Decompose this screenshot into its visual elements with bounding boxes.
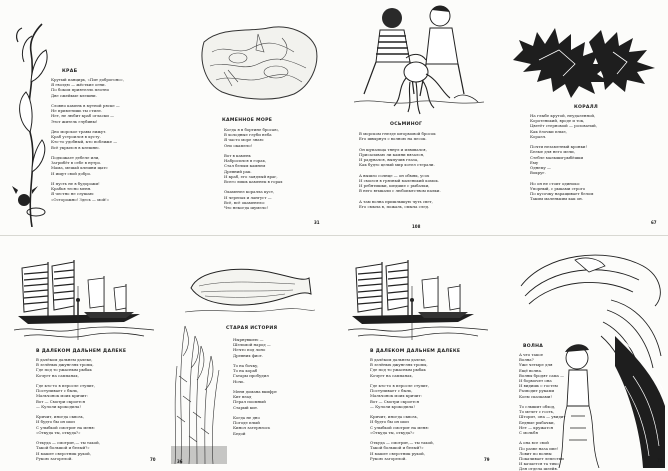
verse-line: Ловит по волны (519, 450, 552, 456)
book-page-stone-sea (167, 0, 334, 235)
verse-line: Нет, не любит краб огласки — (51, 113, 114, 119)
verse-line: По боком приятелль плотно (51, 87, 110, 93)
poem-text (233, 337, 277, 436)
verse-line: «Осторожно! Здесь — мой!» (51, 196, 110, 202)
verse-line: — Кулоли крокодила! (370, 403, 415, 409)
verse-line: Рукою загорелой. (370, 455, 407, 461)
book-page-coral (501, 0, 668, 235)
verse-line: Кто-то удобный, кто поближе — (51, 139, 118, 145)
verse-line: Когда я в бортине бросаю, (224, 127, 279, 132)
verse-line: Где под то ужасным рыбак (370, 367, 426, 373)
page-number: 79 (484, 457, 490, 462)
verse-line: И машет сверстник рукой, (370, 450, 426, 456)
verse-line: В морском гнезде штормовой бросок (359, 131, 436, 136)
verse-line: Старый кит. (233, 404, 259, 410)
verse-line: Но он не стоит одиноко: (530, 180, 581, 186)
verse-line: И краб, его заядлый враг, (224, 173, 278, 179)
verse-line: Шторит, она — увидит (519, 414, 566, 420)
verse-line: С улыбкой смотрит на меня: (370, 424, 430, 430)
poem-title: В ДАЛЕКОМ ДАЛЬНЕМ ДАЛЕКЕ (370, 349, 461, 354)
verse-line: Кричит, иногда сквозь, (370, 414, 419, 420)
poem-text (530, 113, 597, 201)
verse-line: Кит влад (233, 394, 252, 400)
verse-line: В далёком дальнем далеке, (370, 357, 427, 362)
verse-line: Разводит руками (519, 388, 555, 394)
verse-line: Цветёт стерномой — розоватый, (530, 123, 598, 129)
verse-line: По кусочку наращивает белом (530, 191, 594, 197)
page-number: 36 (177, 459, 183, 464)
verse-line: Вокруг. (530, 170, 546, 176)
verse-line: Мальчонок моих кричит: (36, 393, 88, 399)
verse-line: Нечто под лоно (233, 347, 266, 353)
verse-line: И видишь с гостем (519, 383, 558, 389)
verse-line: И ребятишки, шедшие с рыбалки, (359, 183, 430, 189)
verse-line: И бормочет она (519, 378, 552, 384)
verse-line: С улыбкой смотрит на меня: (36, 424, 96, 430)
verse-line: Он щупальца тянул и извивался, (359, 146, 427, 152)
page-number: 108 (412, 224, 421, 229)
verse-line: Что некогда шумело! (224, 205, 269, 211)
verse-line: И ищут свой добро. (51, 170, 92, 176)
verse-line: Коралл. (530, 133, 547, 139)
verse-line: Рукою загорелой. (36, 455, 73, 461)
verse-line: На глыбе крутой, неудаленной, (530, 113, 596, 118)
verse-line: — Кулоли крокодила! (36, 403, 81, 409)
book-page-crab (0, 0, 167, 235)
verse-line: Мальчонок моих кричит: (370, 393, 422, 399)
verse-line: Вот в камень (224, 153, 251, 159)
poem-text (370, 357, 434, 461)
verse-line: Когда не дно (233, 415, 260, 421)
verse-line: И черепах и лангуст — (224, 194, 272, 200)
verse-line: Кочует на сампанах, (36, 372, 79, 378)
verse-line: Такой большой и белый?» (36, 445, 90, 451)
poem-title: ВОЛНА (523, 344, 544, 349)
verse-line: И смолся в грязный маленький комок. (359, 177, 440, 183)
verse-line: Погоде плый (233, 420, 260, 426)
seaweed-crab-illustration (12, 22, 52, 227)
verse-line: Стебле малыши-рыбёшки (530, 154, 584, 160)
verse-line: Окаменел коралла куст, (224, 189, 275, 195)
verse-line: В него втыкали с любопытством палки. (359, 188, 441, 194)
verse-line: Краб устроился в кусту. (51, 134, 101, 140)
junk-boat-illustration (14, 256, 154, 340)
verse-line: «Откуда ты, откуда?» (370, 429, 415, 435)
verse-line: Таким маленьким как он. (530, 196, 583, 202)
poem-title: ОСЬМИНОГ (390, 122, 423, 127)
verse-line: А там волна пришлышую чуть свет, (359, 198, 433, 204)
verse-line: Ему (530, 159, 539, 165)
verse-line: Ещё волна. (519, 367, 543, 373)
page-number: 74 (657, 458, 663, 463)
verse-line: Коротенький, вроде и ток, (530, 118, 585, 124)
verse-line: И будто бы он шоп (370, 419, 409, 425)
verse-line: Кричит, иногда сквозь, (36, 414, 85, 420)
poem-text (224, 127, 282, 210)
verse-line: Бедой (233, 430, 246, 436)
verse-line: Древний рак. (224, 168, 252, 174)
stone-sea-illustration (198, 22, 320, 104)
verse-line: Дно морское травы лижут. (51, 129, 107, 135)
poem-title: В ДАЛЕКОМ ДАЛЬНЕМ ДАЛЕКЕ (36, 349, 127, 354)
verse-line: Шельмой народ — (233, 342, 271, 348)
verse-line: Гатары пробудил (233, 373, 269, 379)
verse-line: Волна? (519, 357, 534, 363)
verse-line: Откуда — смотрит,— ты такой, (36, 440, 101, 446)
verse-line: Бедные рыбачки, (519, 419, 555, 425)
verse-line: Как будто целый мир хотел стерали. (359, 162, 435, 168)
verse-line: Почти незаметный кронки! (530, 144, 588, 150)
poem-title: КРАБ (62, 69, 78, 74)
verse-line: Я гвоздю — жёсткие огни. (51, 82, 106, 88)
verse-line: Уже четыре для (519, 362, 553, 368)
verse-line: Белые для него мели, (530, 149, 575, 155)
verse-line: Коем сказками! (519, 393, 552, 399)
verse-line: А она все свой (519, 440, 549, 446)
verse-line: Перал поомный (233, 399, 266, 405)
verse-line: Для отдела шлейв. (519, 466, 558, 471)
junk-boat-illustration (348, 256, 488, 340)
verse-line: Загрибёт в себе в нутро. (51, 160, 102, 166)
verse-line: Вот — Смотри скроется (370, 398, 420, 404)
verse-line: То на бочку, (233, 363, 259, 369)
verse-line: Упорный, с рыками строго (530, 185, 586, 191)
verse-line: Словно камень в мутной ряске — (51, 103, 120, 109)
poem-title: СТАРАЯ ИСТОРИЯ (226, 326, 278, 331)
verse-line: Где под то ужасным рыбак (36, 367, 92, 373)
verse-line: То мечет с гость, (519, 409, 555, 415)
verse-line: А вышло солнце — он обмяк, усох (359, 172, 430, 178)
verse-line: Вот — Смотри скроется (36, 398, 86, 404)
book-page-far-away (0, 236, 167, 471)
whale-illustration (185, 258, 315, 316)
page-number: 70 (150, 457, 156, 462)
verse-line: В зелёных джунглях тропы, (370, 362, 428, 368)
verse-line: Стал белым камнем (224, 163, 266, 169)
verse-line: Оно окамело! (224, 142, 253, 148)
verse-line: В зелёных джунглях тропы, (36, 362, 94, 368)
verse-line: Ночь. (233, 378, 245, 384)
verse-line: То слышит обход, (519, 404, 556, 410)
verse-line: Где кто-то в перосле ступит, (36, 383, 96, 389)
verse-line: Этот житель глубины! (51, 118, 98, 124)
verse-line: И будто бы он шоп (36, 419, 75, 425)
verse-line: Его смыла в, пожаль, смыла след. (359, 203, 430, 209)
verse-line: По разве наза ипе! (519, 445, 559, 451)
verse-line: Кочует на сампанах, (370, 372, 413, 378)
verse-line: Кинол затерялось (233, 425, 271, 431)
reeds-illustration (171, 316, 227, 464)
verse-line: То на кораб (233, 368, 258, 374)
verse-line: Откуда — смотрит,— ты такой, (370, 440, 435, 446)
verse-line: Всё, всё окаменело: (224, 199, 266, 205)
verse-line: Мама, мешай клешни щатс (51, 165, 108, 171)
coral-illustration (509, 20, 661, 98)
verse-line: И радувался, выпучив глаза, (359, 157, 419, 163)
page-number: 67 (651, 220, 657, 225)
poem-text (36, 357, 100, 461)
verse-line: Присасываю ли камни вязался, (359, 151, 425, 157)
verse-line: «Откуда ты, откуда?» (36, 429, 81, 435)
verse-line: Древних фиот. (233, 352, 264, 358)
poem-text (519, 352, 565, 471)
verse-line: Где кто-то в перосле ступит, (370, 383, 430, 389)
verse-line: Волны бродят сама — (519, 372, 564, 378)
children-octopus-illustration (354, 2, 484, 118)
verse-line: Я часто море знаю: (224, 137, 265, 143)
verse-line: Однему — (530, 165, 551, 171)
verse-line: Такой большой и белый?» (370, 445, 424, 451)
book-page-old-story (167, 236, 334, 471)
book-page-wave (501, 236, 668, 471)
page-number: 31 (314, 220, 320, 225)
verse-line: С мольбя (519, 430, 538, 436)
verse-line: Его швырнул с волною на песок. (359, 136, 427, 142)
verse-line: Не приметишь ты стиле. (51, 108, 103, 114)
verse-line: И машет сверстник рукой, (36, 450, 92, 456)
verse-line: А что такое (519, 352, 544, 357)
verse-line: Как ёлочки плыл, (530, 128, 567, 134)
verse-line: В далёком дальнем далеке, (36, 357, 93, 362)
verse-line: Крутый панцирь, «Пит доброгоно», (51, 77, 125, 82)
verse-line: Всего лишь каменек в горах (224, 179, 283, 185)
verse-line: В холодные глуби неба (224, 132, 272, 138)
verse-line: И пусть не в будорожи! (51, 181, 100, 187)
book-page-octopus (334, 0, 501, 235)
verse-line: Покачивает лепестки (519, 456, 564, 462)
poem-title: КОРАЛЛ (574, 105, 599, 110)
poem-text (359, 131, 441, 209)
verse-line: Подхожает дебеле или, (51, 155, 100, 161)
verse-line: Я честно не слушаю: (51, 191, 95, 197)
verse-line: Набросился в горах, (224, 158, 267, 164)
verse-line: Поступивает с быль, (370, 388, 413, 394)
verse-line: Две сжейкые клешни. (51, 92, 97, 98)
book-page-far-away-repeat (334, 236, 501, 471)
verse-line: Меня домана вкифре (233, 389, 277, 395)
verse-line: Крабья тесно меня. (51, 186, 92, 192)
verse-line: Всё укрылся в клешню. (51, 144, 100, 150)
verse-line: Поступивает с быль, (36, 388, 79, 394)
verse-line: Нырнувшею — (233, 337, 264, 342)
verse-line: Нет — кружатся (519, 424, 554, 430)
poem-title: КАМЕННОЕ МОРЕ (222, 118, 273, 123)
poem-text (51, 77, 124, 202)
verse-line: И качается та тихо (519, 461, 559, 467)
